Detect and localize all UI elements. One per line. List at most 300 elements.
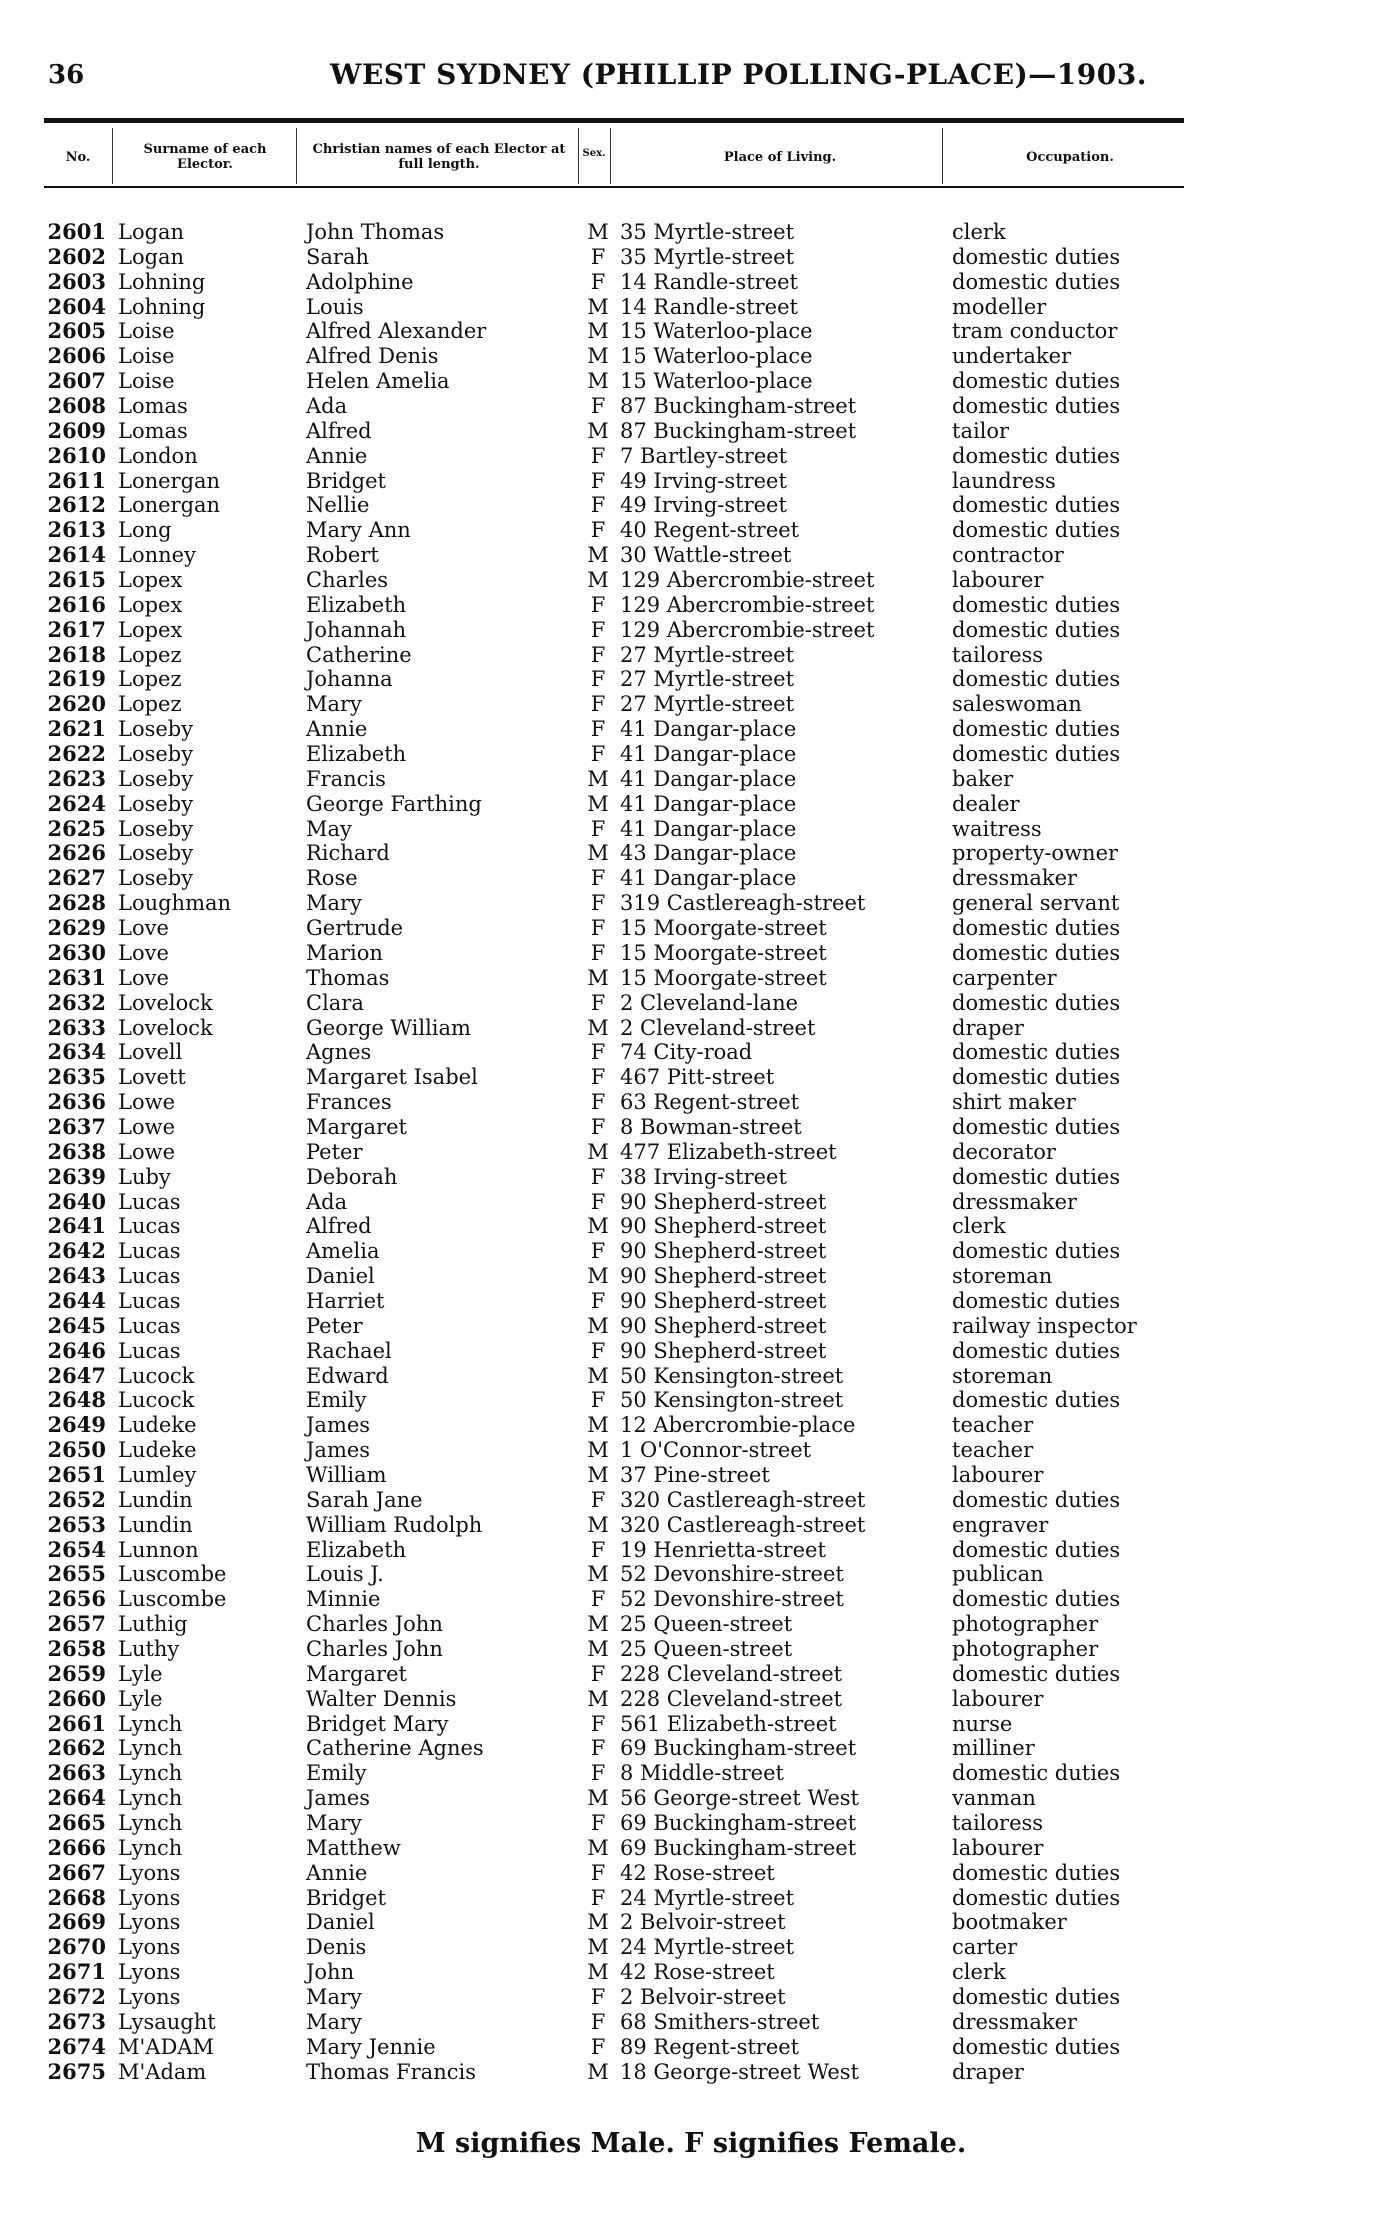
elector-place-of-living: 15 Moorgate-street: [620, 940, 827, 965]
elector-surname: Lucas: [118, 1288, 181, 1313]
elector-place-of-living: 40 Regent-street: [620, 518, 800, 543]
elector-surname: Lohning: [118, 269, 206, 294]
elector-occupation: clerk: [952, 220, 1006, 244]
elector-occupation: domestic duties: [952, 916, 1121, 941]
elector-number: 2667: [47, 1859, 106, 1885]
elector-row: [0, 1413, 1382, 1438]
elector-surname: Lovell: [118, 1040, 183, 1065]
elector-surname: Lucas: [118, 1239, 181, 1264]
elector-place-of-living: 90 Shepherd-street: [620, 1214, 827, 1239]
elector-row: [0, 518, 1382, 543]
elector-number: 2636: [47, 1089, 106, 1115]
elector-occupation: clerk: [952, 1214, 1006, 1239]
elector-occupation: bootmaker: [952, 1910, 1067, 1935]
elector-occupation: laundress: [952, 468, 1056, 493]
elector-sex: F: [590, 1761, 606, 1786]
elector-surname: Lynch: [118, 1711, 183, 1736]
elector-surname: Lumley: [118, 1462, 197, 1487]
elector-occupation: dressmaker: [952, 1189, 1078, 1214]
elector-surname: Loise: [118, 319, 175, 344]
elector-place-of-living: 15 Waterloo-place: [620, 344, 813, 369]
elector-christian-names: Daniel: [306, 1264, 375, 1289]
elector-christian-names: Rachael: [306, 1338, 392, 1363]
elector-sex: F: [590, 592, 606, 617]
elector-place-of-living: 320 Castlereagh-street: [620, 1487, 866, 1512]
elector-surname: Lundin: [118, 1512, 193, 1537]
elector-place-of-living: 129 Abercrombie-street: [620, 617, 875, 642]
elector-place-of-living: 129 Abercrombie-street: [620, 592, 875, 617]
elector-sex: F: [590, 940, 606, 965]
elector-surname: Luby: [118, 1164, 171, 1189]
elector-sex: F: [590, 1661, 606, 1686]
elector-place-of-living: 50 Kensington-street: [620, 1388, 844, 1413]
elector-sex: M: [587, 1960, 609, 1985]
elector-christian-names: Marion: [306, 940, 383, 965]
elector-surname: Lunnon: [118, 1537, 199, 1562]
elector-christian-names: Robert: [306, 543, 379, 568]
elector-number: 2614: [47, 542, 106, 568]
elector-number: 2659: [47, 1660, 106, 1686]
elector-row: [0, 1339, 1382, 1364]
elector-number: 2656: [47, 1586, 106, 1612]
elector-row: [0, 966, 1382, 991]
elector-row: [0, 792, 1382, 817]
elector-christian-names: Elizabeth: [306, 742, 407, 767]
elector-surname: Logan: [118, 244, 185, 269]
elector-sex: M: [587, 1313, 609, 1338]
elector-occupation: teacher: [952, 1438, 1034, 1463]
elector-occupation: modeller: [952, 294, 1047, 319]
elector-christian-names: Louis: [306, 294, 364, 319]
elector-place-of-living: 49 Irving-street: [620, 493, 787, 518]
elector-christian-names: Peter: [306, 1313, 363, 1338]
elector-surname: Lyons: [118, 1885, 181, 1910]
elector-sex: F: [590, 990, 606, 1015]
elector-christian-names: Mary: [306, 692, 362, 717]
elector-occupation: domestic duties: [952, 717, 1121, 742]
elector-sex: M: [587, 543, 609, 568]
elector-christian-names: Bridget Mary: [306, 1711, 449, 1736]
elector-place-of-living: 8 Bowman-street: [620, 1114, 802, 1139]
elector-occupation: domestic duties: [952, 1761, 1121, 1786]
elector-row: [0, 1712, 1382, 1737]
elector-row: [0, 1513, 1382, 1538]
elector-christian-names: Adolphine: [306, 269, 414, 294]
elector-place-of-living: 38 Irving-street: [620, 1164, 787, 1189]
elector-sex: F: [590, 1288, 606, 1313]
elector-occupation: domestic duties: [952, 1587, 1121, 1612]
elector-row: [0, 1935, 1382, 1960]
elector-occupation: domestic duties: [952, 667, 1121, 692]
elector-sex: M: [587, 1935, 609, 1960]
elector-surname: Lonergan: [118, 493, 221, 518]
elector-christian-names: Amelia: [306, 1239, 380, 1264]
elector-christian-names: Agnes: [306, 1040, 372, 1065]
elector-occupation: labourer: [952, 1686, 1044, 1711]
elector-sex: F: [590, 244, 606, 269]
elector-row: [0, 1687, 1382, 1712]
elector-number: 2621: [47, 716, 106, 742]
elector-row: [0, 1289, 1382, 1314]
elector-sex: F: [590, 1711, 606, 1736]
elector-occupation: domestic duties: [952, 592, 1121, 617]
elector-place-of-living: 69 Buckingham-street: [620, 1736, 857, 1761]
elector-surname: Love: [118, 965, 169, 990]
elector-surname: Lundin: [118, 1487, 193, 1512]
elector-christian-names: Walter Dennis: [306, 1686, 457, 1711]
elector-number: 2640: [47, 1188, 106, 1214]
elector-occupation: shirt maker: [952, 1090, 1076, 1115]
elector-sex: F: [590, 866, 606, 891]
elector-number: 2653: [47, 1511, 106, 1537]
elector-sex: M: [587, 344, 609, 369]
elector-sex: F: [590, 2009, 606, 2034]
elector-row: [0, 1438, 1382, 1463]
elector-sex: M: [587, 1910, 609, 1935]
elector-row: [0, 1736, 1382, 1761]
elector-number: 2651: [47, 1461, 106, 1487]
elector-place-of-living: 24 Myrtle-street: [620, 1885, 795, 1910]
elector-place-of-living: 87 Buckingham-street: [620, 418, 857, 443]
elector-christian-names: Catherine: [306, 642, 412, 667]
elector-surname: Loseby: [118, 841, 194, 866]
elector-surname: Ludeke: [118, 1413, 197, 1438]
column-divider: [112, 128, 113, 184]
elector-occupation: domestic duties: [952, 1537, 1121, 1562]
elector-place-of-living: 15 Waterloo-place: [620, 319, 813, 344]
elector-place-of-living: 467 Pitt-street: [620, 1065, 775, 1090]
elector-number: 2639: [47, 1163, 106, 1189]
elector-surname: M'Adam: [118, 2059, 207, 2084]
elector-list: [0, 220, 1382, 2084]
elector-occupation: photographer: [952, 1612, 1099, 1637]
elector-number: 2649: [47, 1412, 106, 1438]
elector-row: [0, 1463, 1382, 1488]
elector-surname: Lucock: [118, 1363, 195, 1388]
elector-sex: F: [590, 816, 606, 841]
elector-row: [0, 767, 1382, 792]
elector-row: [0, 1562, 1382, 1587]
elector-place-of-living: 41 Dangar-place: [620, 766, 797, 791]
elector-sex: M: [587, 1512, 609, 1537]
elector-christian-names: Sarah Jane: [306, 1487, 423, 1512]
elector-occupation: domestic duties: [952, 244, 1121, 269]
elector-row: [0, 1488, 1382, 1513]
page-title: WEST SYDNEY (PHILLIP POLLING-PLACE)—1903.: [330, 58, 1147, 91]
elector-occupation: baker: [952, 766, 1014, 791]
elector-row: [0, 1065, 1382, 1090]
elector-surname: Lyons: [118, 1935, 181, 1960]
elector-place-of-living: 42 Rose-street: [620, 1860, 775, 1885]
elector-sex: F: [590, 667, 606, 692]
elector-sex: F: [590, 1239, 606, 1264]
elector-surname: Loseby: [118, 717, 194, 742]
elector-christian-names: Annie: [306, 1860, 368, 1885]
elector-number: 2669: [47, 1909, 106, 1935]
elector-number: 2648: [47, 1387, 106, 1413]
elector-occupation: photographer: [952, 1636, 1099, 1661]
elector-occupation: engraver: [952, 1512, 1049, 1537]
elector-occupation: domestic duties: [952, 742, 1121, 767]
elector-christian-names: Elizabeth: [306, 592, 407, 617]
elector-number: 2620: [47, 691, 106, 717]
elector-number: 2611: [47, 467, 106, 493]
elector-place-of-living: 90 Shepherd-street: [620, 1313, 827, 1338]
elector-sex: F: [590, 1985, 606, 2010]
elector-row: [0, 1090, 1382, 1115]
elector-number: 2612: [47, 492, 106, 518]
elector-number: 2673: [47, 2008, 106, 2034]
elector-surname: Lopex: [118, 617, 183, 642]
elector-sex: F: [590, 1090, 606, 1115]
elector-place-of-living: 319 Castlereagh-street: [620, 891, 866, 916]
elector-occupation: domestic duties: [952, 1487, 1121, 1512]
elector-place-of-living: 52 Devonshire-street: [620, 1562, 844, 1587]
elector-row: [0, 692, 1382, 717]
elector-surname: London: [118, 443, 198, 468]
elector-number: 2674: [47, 2033, 106, 2059]
elector-christian-names: Mary Ann: [306, 518, 411, 543]
elector-place-of-living: 14 Randle-street: [620, 294, 798, 319]
elector-surname: Loseby: [118, 866, 194, 891]
elector-occupation: domestic duties: [952, 1288, 1121, 1313]
elector-occupation: publican: [952, 1562, 1044, 1587]
elector-occupation: tailoress: [952, 642, 1044, 667]
elector-christian-names: Daniel: [306, 1910, 375, 1935]
elector-sex: M: [587, 294, 609, 319]
elector-christian-names: Sarah: [306, 244, 369, 269]
elector-place-of-living: 228 Cleveland-street: [620, 1661, 843, 1686]
elector-number: 2617: [47, 616, 106, 642]
elector-number: 2603: [47, 268, 106, 294]
elector-sex: F: [590, 1736, 606, 1761]
elector-surname: Loseby: [118, 791, 194, 816]
elector-place-of-living: 90 Shepherd-street: [620, 1264, 827, 1289]
elector-occupation: storeman: [952, 1363, 1053, 1388]
elector-number: 2643: [47, 1263, 106, 1289]
elector-row: [0, 1836, 1382, 1861]
elector-place-of-living: 37 Pine-street: [620, 1462, 770, 1487]
elector-place-of-living: 69 Buckingham-street: [620, 1835, 857, 1860]
elector-sex: F: [590, 1065, 606, 1090]
elector-christian-names: Annie: [306, 443, 368, 468]
elector-christian-names: Peter: [306, 1139, 363, 1164]
elector-sex: M: [587, 1214, 609, 1239]
elector-surname: Loseby: [118, 742, 194, 767]
elector-sex: M: [587, 841, 609, 866]
column-header-no: No.: [65, 150, 91, 165]
elector-place-of-living: 42 Rose-street: [620, 1960, 775, 1985]
elector-row: [0, 941, 1382, 966]
column-divider: [296, 128, 297, 184]
elector-surname: Lynch: [118, 1761, 183, 1786]
elector-surname: Lynch: [118, 1835, 183, 1860]
elector-sex: F: [590, 1164, 606, 1189]
elector-row: [0, 618, 1382, 643]
elector-place-of-living: 90 Shepherd-street: [620, 1239, 827, 1264]
elector-sex: F: [590, 1338, 606, 1363]
elector-surname: Lopex: [118, 568, 183, 593]
elector-row: [0, 891, 1382, 916]
elector-occupation: waitress: [952, 816, 1042, 841]
elector-surname: Lyons: [118, 1860, 181, 1885]
elector-place-of-living: 19 Henrietta-street: [620, 1537, 826, 1562]
elector-occupation: labourer: [952, 1835, 1044, 1860]
elector-place-of-living: 90 Shepherd-street: [620, 1338, 827, 1363]
elector-christian-names: Annie: [306, 717, 368, 742]
elector-occupation: dressmaker: [952, 866, 1078, 891]
elector-number: 2675: [47, 2058, 106, 2084]
elector-sex: M: [587, 1562, 609, 1587]
elector-row: [0, 1811, 1382, 1836]
elector-christian-names: George William: [306, 1015, 471, 1040]
elector-sex: M: [587, 1015, 609, 1040]
column-divider: [942, 128, 943, 184]
elector-place-of-living: 18 George-street West: [620, 2059, 859, 2084]
elector-christian-names: Charles: [306, 568, 389, 593]
elector-surname: Luthy: [118, 1636, 180, 1661]
elector-christian-names: Charles John: [306, 1636, 443, 1661]
elector-occupation: domestic duties: [952, 1661, 1121, 1686]
elector-number: 2604: [47, 293, 106, 319]
elector-row: [0, 1960, 1382, 1985]
elector-row: [0, 394, 1382, 419]
elector-surname: Lovelock: [118, 1015, 213, 1040]
elector-christian-names: Mary: [306, 1811, 362, 1835]
elector-christian-names: Frances: [306, 1090, 392, 1115]
elector-number: 2652: [47, 1486, 106, 1512]
elector-surname: Lyle: [118, 1686, 163, 1711]
elector-place-of-living: 69 Buckingham-street: [620, 1811, 857, 1835]
elector-row: [0, 1115, 1382, 1140]
elector-christian-names: Nellie: [306, 493, 370, 518]
elector-row: [0, 419, 1382, 444]
elector-sex: M: [587, 1462, 609, 1487]
elector-number: 2634: [47, 1039, 106, 1065]
elector-place-of-living: 477 Elizabeth-street: [620, 1139, 837, 1164]
elector-christian-names: Mary: [306, 2009, 362, 2034]
column-header-christian-names: Christian names of each Elector at full length.: [312, 142, 566, 172]
elector-sex: F: [590, 493, 606, 518]
elector-surname: Lyons: [118, 1985, 181, 2010]
elector-number: 2602: [47, 243, 106, 269]
elector-number: 2607: [47, 368, 106, 394]
elector-number: 2625: [47, 815, 106, 841]
elector-christian-names: Denis: [306, 1935, 367, 1960]
elector-occupation: domestic duties: [952, 1065, 1121, 1090]
elector-sex: F: [590, 692, 606, 717]
elector-occupation: labourer: [952, 568, 1044, 593]
elector-occupation: domestic duties: [952, 1885, 1121, 1910]
elector-surname: Lovelock: [118, 990, 213, 1015]
elector-occupation: domestic duties: [952, 394, 1121, 419]
elector-occupation: domestic duties: [952, 518, 1121, 543]
elector-sex: M: [587, 1438, 609, 1463]
elector-number: 2638: [47, 1138, 106, 1164]
elector-number: 2629: [47, 915, 106, 941]
elector-row: [0, 2035, 1382, 2060]
column-divider: [610, 128, 611, 184]
elector-christian-names: Alfred Denis: [306, 344, 439, 369]
elector-row: [0, 319, 1382, 344]
elector-christian-names: Margaret: [306, 1114, 407, 1139]
elector-surname: Luscombe: [118, 1587, 227, 1612]
elector-surname: Lysaught: [118, 2009, 216, 2034]
elector-sex: M: [587, 791, 609, 816]
elector-number: 2658: [47, 1635, 106, 1661]
elector-number: 2619: [47, 666, 106, 692]
elector-sex: F: [590, 617, 606, 642]
elector-occupation: railway inspector: [952, 1313, 1137, 1338]
elector-christian-names: Clara: [306, 990, 364, 1015]
elector-occupation: domestic duties: [952, 269, 1121, 294]
elector-sex: F: [590, 1114, 606, 1139]
elector-number: 2647: [47, 1362, 106, 1388]
elector-occupation: domestic duties: [952, 493, 1121, 518]
elector-number: 2608: [47, 393, 106, 419]
elector-number: 2606: [47, 343, 106, 369]
elector-occupation: domestic duties: [952, 1040, 1121, 1065]
elector-christian-names: Alfred Alexander: [306, 319, 487, 344]
elector-place-of-living: 15 Waterloo-place: [620, 369, 813, 394]
elector-christian-names: Richard: [306, 841, 390, 866]
elector-occupation: draper: [952, 1015, 1024, 1040]
elector-row: [0, 444, 1382, 469]
elector-occupation: domestic duties: [952, 1860, 1121, 1885]
elector-surname: Lyons: [118, 1910, 181, 1935]
elector-sex: F: [590, 518, 606, 543]
elector-occupation: dressmaker: [952, 2009, 1078, 2034]
elector-occupation: labourer: [952, 1462, 1044, 1487]
elector-christian-names: Catherine Agnes: [306, 1736, 484, 1761]
elector-sex: F: [590, 1189, 606, 1214]
elector-christian-names: John: [306, 1960, 355, 1985]
elector-sex: F: [590, 1860, 606, 1885]
elector-row: [0, 1239, 1382, 1264]
elector-occupation: dealer: [952, 791, 1020, 816]
elector-row: [0, 866, 1382, 891]
elector-surname: Lovett: [118, 1065, 186, 1090]
elector-christian-names: Thomas: [306, 965, 390, 990]
elector-surname: Love: [118, 940, 169, 965]
elector-number: 2650: [47, 1437, 106, 1463]
elector-occupation: carpenter: [952, 965, 1057, 990]
elector-christian-names: Deborah: [306, 1164, 398, 1189]
elector-row: [0, 1314, 1382, 1339]
elector-sex: F: [590, 443, 606, 468]
elector-row: [0, 270, 1382, 295]
elector-christian-names: Alfred: [306, 418, 372, 443]
elector-number: 2633: [47, 1014, 106, 1040]
elector-christian-names: Helen Amelia: [306, 369, 450, 394]
elector-sex: M: [587, 1139, 609, 1164]
elector-surname: Lonney: [118, 543, 196, 568]
elector-occupation: draper: [952, 2059, 1024, 2084]
elector-surname: Lopez: [118, 667, 182, 692]
elector-place-of-living: 63 Regent-street: [620, 1090, 800, 1115]
elector-occupation: domestic duties: [952, 1338, 1121, 1363]
elector-christian-names: William: [306, 1462, 387, 1487]
elector-sex: F: [590, 394, 606, 419]
elector-number: 2616: [47, 591, 106, 617]
column-header-sex: Sex.: [582, 148, 606, 159]
elector-row: [0, 369, 1382, 394]
elector-row: [0, 717, 1382, 742]
elector-row: [0, 817, 1382, 842]
elector-place-of-living: 90 Shepherd-street: [620, 1288, 827, 1313]
elector-place-of-living: 87 Buckingham-street: [620, 394, 857, 419]
elector-place-of-living: 41 Dangar-place: [620, 791, 797, 816]
